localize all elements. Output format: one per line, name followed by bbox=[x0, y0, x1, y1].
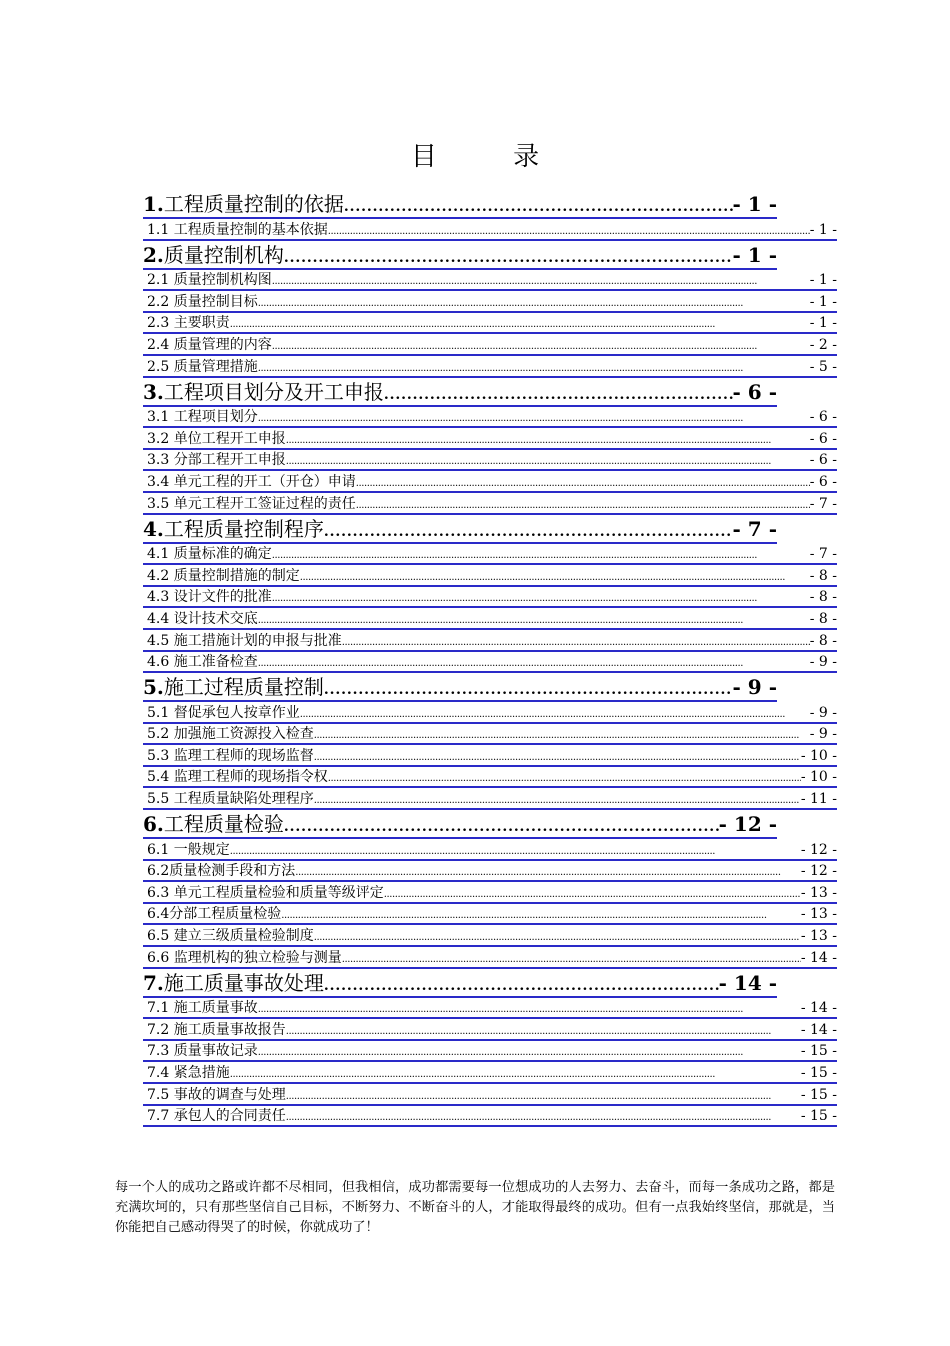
toc-section-title: 工程质量检验 bbox=[163, 812, 284, 837]
toc-subsection-label: 4.1 质量标准的确定 bbox=[143, 545, 272, 563]
toc-subsection-label: 6.1 一般规定 bbox=[143, 841, 230, 859]
toc-dot-leader bbox=[314, 751, 801, 765]
toc-section-page: - 1 - bbox=[732, 242, 777, 267]
toc-subsection-label: 2.5 质量管理措施 bbox=[143, 358, 258, 376]
toc-section-number: 7. bbox=[143, 970, 164, 995]
toc-subsection-page: - 13 - bbox=[800, 928, 837, 945]
toc-section-entry[interactable] bbox=[143, 673, 777, 702]
toc-subsection-page: - 14 - bbox=[800, 1000, 837, 1017]
toc-dot-leader bbox=[314, 794, 801, 808]
toc-subsection-page: - 13 - bbox=[800, 884, 837, 901]
toc-section-page: - 12 - bbox=[718, 812, 777, 837]
toc-dot-leader bbox=[272, 549, 810, 563]
toc-subsection-entry[interactable] bbox=[143, 630, 837, 652]
toc-dot-leader bbox=[384, 385, 733, 405]
toc-subsection-page: - 6 - bbox=[809, 452, 837, 469]
toc-dot-leader bbox=[344, 197, 733, 217]
toc-subsection-entry[interactable] bbox=[143, 767, 837, 789]
toc-section-label bbox=[143, 970, 324, 996]
toc-subsection-entry[interactable] bbox=[143, 745, 837, 767]
toc-subsection-label: 7.5 事故的调查与处理 bbox=[143, 1086, 286, 1104]
toc-subsection-label: 3.5 单元工程开工签证过程的责任 bbox=[143, 495, 356, 513]
toc-dot-leader bbox=[286, 434, 810, 448]
toc-subsection-page: - 13 - bbox=[800, 906, 837, 923]
toc-dot-leader bbox=[328, 225, 810, 239]
toc-dot-leader bbox=[272, 340, 810, 354]
toc-subsection-page: - 6 - bbox=[809, 430, 837, 447]
toc-subsection-entry[interactable] bbox=[143, 565, 837, 587]
toc-section-label bbox=[143, 811, 284, 837]
toc-subsection-entry[interactable] bbox=[143, 428, 837, 450]
toc-subsection-entry[interactable] bbox=[143, 587, 837, 609]
toc-section-label bbox=[143, 379, 384, 405]
toc-section-title: 工程项目划分及开工申报 bbox=[163, 379, 384, 404]
toc-dot-leader bbox=[286, 1090, 801, 1104]
toc-section-entry[interactable] bbox=[143, 515, 777, 544]
toc-subsection-label: 4.6 施工准备检查 bbox=[143, 653, 258, 671]
toc-dot-leader bbox=[272, 275, 810, 289]
toc-dot-leader bbox=[286, 1025, 801, 1039]
toc-subsection-label: 6.3 单元工程质量检验和质量等级评定 bbox=[143, 884, 384, 902]
toc-section-label bbox=[143, 242, 284, 268]
toc-subsection-entry[interactable] bbox=[143, 291, 837, 313]
table-of-contents bbox=[143, 190, 837, 1127]
toc-subsection-label: 4.2 质量控制措施的制定 bbox=[143, 567, 300, 585]
toc-dot-leader bbox=[342, 636, 810, 650]
toc-subsection-label: 4.5 施工措施计划的申报与批准 bbox=[143, 632, 342, 650]
toc-subsection-page: - 7 - bbox=[809, 546, 837, 563]
toc-dot-leader bbox=[230, 845, 801, 859]
toc-subsection-entry[interactable] bbox=[143, 1106, 837, 1128]
toc-subsection-entry[interactable] bbox=[143, 839, 837, 861]
toc-dot-leader bbox=[324, 976, 719, 996]
toc-section-page: - 1 - bbox=[732, 192, 777, 216]
toc-subsection-page: - 9 - bbox=[809, 704, 837, 721]
toc-section-number: 4. bbox=[143, 516, 164, 541]
toc-subsection-label: 5.1 督促承包人按章作业 bbox=[143, 704, 300, 722]
toc-subsection-entry[interactable] bbox=[143, 702, 837, 724]
toc-dot-leader bbox=[314, 931, 801, 945]
toc-subsection-entry[interactable] bbox=[143, 861, 837, 883]
toc-subsection-label: 5.2 加强施工资源投入检查 bbox=[143, 725, 314, 743]
toc-dot-leader bbox=[300, 708, 810, 722]
toc-subsection-page: - 1 - bbox=[809, 293, 837, 310]
toc-subsection-label: 1.1 工程质量控制的基本依据 bbox=[143, 221, 328, 239]
toc-section-entry[interactable] bbox=[143, 969, 777, 998]
toc-dot-leader bbox=[324, 522, 733, 542]
toc-subsection-entry[interactable] bbox=[143, 1041, 837, 1063]
toc-dot-leader bbox=[300, 571, 810, 585]
toc-subsection-page: - 15 - bbox=[800, 1108, 837, 1125]
toc-dot-leader bbox=[356, 499, 810, 513]
toc-subsection-entry[interactable] bbox=[143, 925, 837, 947]
toc-dot-leader bbox=[342, 953, 801, 967]
toc-subsection-entry[interactable] bbox=[143, 471, 837, 493]
toc-dot-leader bbox=[258, 1046, 801, 1060]
toc-subsection-page: - 1 - bbox=[809, 315, 837, 332]
toc-subsection-entry[interactable] bbox=[143, 904, 837, 926]
toc-dot-leader bbox=[286, 455, 810, 469]
toc-subsection-entry[interactable] bbox=[143, 270, 837, 292]
toc-dot-leader bbox=[258, 657, 810, 671]
toc-section-title: 施工质量事故处理 bbox=[163, 970, 324, 995]
toc-dot-leader bbox=[258, 1003, 801, 1017]
toc-subsection-label: 5.3 监理工程师的现场监督 bbox=[143, 747, 314, 765]
toc-section-entry[interactable] bbox=[143, 810, 777, 839]
toc-section-entry[interactable] bbox=[143, 190, 777, 219]
toc-subsection-label: 7.4 紧急措施 bbox=[143, 1064, 230, 1082]
toc-section-page: - 9 - bbox=[732, 675, 777, 700]
toc-subsection-page: - 12 - bbox=[800, 841, 837, 858]
toc-subsection-entry[interactable] bbox=[143, 407, 837, 429]
toc-subsection-entry[interactable] bbox=[143, 947, 837, 969]
toc-subsection-page: - 6 - bbox=[809, 473, 837, 490]
toc-subsection-entry[interactable] bbox=[143, 882, 837, 904]
toc-subsection-entry[interactable] bbox=[143, 652, 837, 674]
toc-section-number: 5. bbox=[143, 675, 164, 700]
toc-dot-leader bbox=[281, 909, 801, 923]
toc-dot-leader bbox=[258, 297, 810, 311]
toc-dot-leader bbox=[328, 772, 801, 786]
toc-subsection-label: 2.2 质量控制目标 bbox=[143, 293, 258, 311]
toc-subsection-page: - 12 - bbox=[800, 863, 837, 880]
toc-dot-leader bbox=[258, 362, 810, 376]
footer-paragraph: 每一个人的成功之路或许都不尽相同，但我相信，成功都需要每一位想成功的人去努力、去奋斗，而每一条成功之路，都是充满坎坷的，只有那些坚信自己目标，不断努力、不断奋斗的人，才能取得最终的成功。但有一点我始终坚信，那就是，当你能把自己感动得哭了的时候，你就成功了！ bbox=[115, 1180, 835, 1235]
toc-subsection-label: 7.3 质量事故记录 bbox=[143, 1042, 258, 1060]
toc-subsection-entry[interactable] bbox=[143, 313, 837, 335]
toc-dot-leader bbox=[295, 866, 801, 880]
toc-subsection-entry[interactable] bbox=[143, 608, 837, 630]
toc-section-title: 质量控制机构 bbox=[163, 242, 284, 267]
toc-subsection-label: 6.6 监理机构的独立检验与测量 bbox=[143, 949, 342, 967]
toc-section-page: - 14 - bbox=[718, 970, 777, 995]
toc-subsection-page: - 5 - bbox=[809, 358, 837, 375]
toc-subsection-label: 3.3 分部工程开工申报 bbox=[143, 451, 286, 469]
toc-dot-leader bbox=[230, 1068, 801, 1082]
toc-subsection-page: - 10 - bbox=[800, 747, 837, 764]
toc-subsection-entry[interactable] bbox=[143, 334, 837, 356]
toc-dot-leader bbox=[230, 318, 810, 332]
toc-subsection-page: - 15 - bbox=[800, 1086, 837, 1103]
toc-subsection-page: - 11 - bbox=[800, 791, 837, 808]
toc-dot-leader bbox=[258, 614, 810, 628]
toc-subsection-entry[interactable] bbox=[143, 1084, 837, 1106]
toc-subsection-page: - 8 - bbox=[809, 589, 837, 606]
toc-section-title: 施工过程质量控制 bbox=[163, 675, 324, 700]
toc-subsection-label: 4.3 设计文件的批准 bbox=[143, 588, 272, 606]
toc-section-title: 工程质量控制程序 bbox=[163, 516, 324, 541]
toc-dot-leader bbox=[284, 248, 733, 268]
toc-subsection-page: - 8 - bbox=[809, 632, 837, 649]
toc-title: 目 录 bbox=[410, 142, 574, 172]
toc-subsection-page: - 1 - bbox=[809, 272, 837, 289]
toc-section-entry[interactable] bbox=[143, 241, 777, 270]
toc-dot-leader bbox=[286, 1111, 801, 1125]
toc-subsection-label: 7.7 承包人的合同责任 bbox=[143, 1107, 286, 1125]
toc-subsection-entry[interactable] bbox=[143, 493, 837, 515]
toc-subsection-label: 6.5 建立三级质量检验制度 bbox=[143, 927, 314, 945]
toc-subsection-page: - 9 - bbox=[809, 726, 837, 743]
toc-section-number: 2. bbox=[143, 242, 164, 267]
toc-subsection-entry[interactable] bbox=[143, 1019, 837, 1041]
toc-subsection-page: - 6 - bbox=[809, 409, 837, 426]
toc-subsection-label: 2.4 质量管理的内容 bbox=[143, 336, 272, 354]
toc-subsection-page: - 10 - bbox=[800, 769, 837, 786]
toc-section-label bbox=[143, 516, 324, 542]
toc-section-label bbox=[143, 674, 324, 700]
toc-subsection-page: - 14 - bbox=[800, 949, 837, 966]
toc-subsection-entry[interactable] bbox=[143, 450, 837, 472]
toc-section-number: 3. bbox=[143, 379, 164, 404]
toc-subsection-page: - 7 - bbox=[809, 495, 837, 512]
toc-dot-leader bbox=[272, 592, 810, 606]
toc-subsection-label: 5.4 监理工程师的现场指令权 bbox=[143, 768, 328, 786]
toc-dot-leader bbox=[258, 412, 810, 426]
toc-section-number: 6. bbox=[143, 812, 164, 837]
toc-subsection-entry[interactable] bbox=[143, 356, 837, 378]
toc-subsection-page: - 15 - bbox=[800, 1043, 837, 1060]
toc-subsection-label: 4.4 设计技术交底 bbox=[143, 610, 258, 628]
toc-section-number: 1. bbox=[143, 192, 164, 216]
toc-dot-leader bbox=[324, 680, 733, 700]
toc-subsection-entry[interactable] bbox=[143, 1062, 837, 1084]
toc-subsection-label: 2.3 主要职责 bbox=[143, 314, 230, 332]
toc-subsection-label: 5.5 工程质量缺陷处理程序 bbox=[143, 790, 314, 808]
toc-subsection-entry[interactable] bbox=[143, 788, 837, 810]
toc-subsection-page: - 14 - bbox=[800, 1021, 837, 1038]
toc-subsection-label: 7.1 施工质量事故 bbox=[143, 999, 258, 1017]
toc-section-entry[interactable] bbox=[143, 378, 777, 407]
toc-dot-leader bbox=[356, 477, 810, 491]
toc-subsection-label: 3.2 单位工程开工申报 bbox=[143, 430, 286, 448]
toc-subsection-page: - 2 - bbox=[809, 336, 837, 353]
toc-subsection-label: 7.2 施工质量事故报告 bbox=[143, 1021, 286, 1039]
toc-subsection-entry[interactable] bbox=[143, 998, 837, 1020]
toc-subsection-page: - 15 - bbox=[800, 1065, 837, 1081]
toc-section-page: - 7 - bbox=[732, 516, 777, 541]
toc-subsection-label: 6.4分部工程质量检验 bbox=[143, 905, 281, 923]
toc-section-title: 工程质量控制的依据 bbox=[163, 192, 344, 216]
toc-section-page: - 6 - bbox=[732, 379, 777, 404]
toc-subsection-page: - 9 - bbox=[809, 654, 837, 671]
toc-dot-leader bbox=[314, 729, 810, 743]
toc-subsection-page: - 8 - bbox=[809, 567, 837, 584]
toc-subsection-entry[interactable] bbox=[143, 724, 837, 746]
toc-subsection-label: 6.2质量检测手段和方法 bbox=[143, 862, 295, 880]
toc-subsection-page: - 8 - bbox=[809, 610, 837, 627]
toc-subsection-label: 3.1 工程项目划分 bbox=[143, 408, 258, 426]
toc-dot-leader bbox=[284, 817, 719, 837]
toc-dot-leader bbox=[384, 888, 801, 902]
toc-subsection-label: 2.1 质量控制机构图 bbox=[143, 271, 272, 289]
toc-subsection-label: 3.4 单元工程的开工（开仓）申请 bbox=[143, 473, 356, 491]
toc-section-label bbox=[143, 191, 344, 217]
toc-subsection-page: - 1 - bbox=[809, 221, 837, 238]
toc-subsection-entry[interactable] bbox=[143, 544, 837, 566]
toc-subsection-entry[interactable] bbox=[143, 219, 837, 241]
